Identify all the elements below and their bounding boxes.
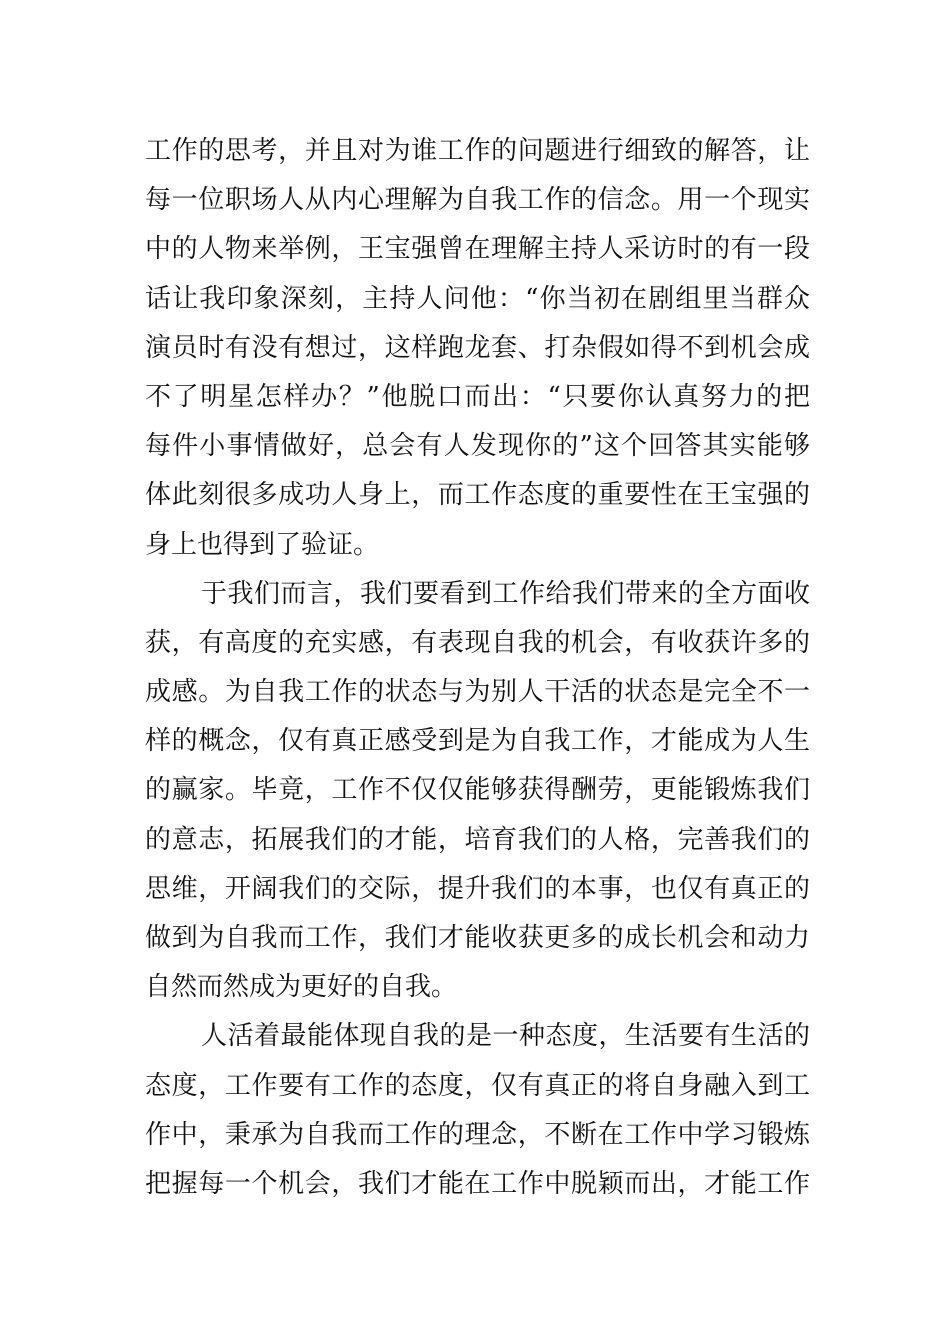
text-line: 把握每一个机会，我们才能在工作中脱颖而出，才能工作 <box>145 1168 810 1199</box>
text-line: 做到为自我而工作，我们才能收获更多的成长机会和动力 <box>145 923 810 953</box>
text-line: 不了明星怎样办？”他脱口而出：“只要你认真努力的把 <box>145 381 810 412</box>
text-line: 自然而然成为更好的自我。 <box>145 972 458 1003</box>
text-line: 中的人物来举例，王宝强曾在理解主持人采访时的有一段 <box>145 234 810 265</box>
text-line: 工作的思考，并且对为谁工作的问题进行细致的解答，让 <box>145 136 810 166</box>
text-line: 成感。为自我工作的状态与为别人干活的状态是完全不一 <box>145 677 810 708</box>
text-line: 演员时有没有想过，这样跑龙套、打杂假如得不到机会成 <box>145 332 810 363</box>
text-line: 体此刻很多成功人身上，而工作态度的重要性在王宝强的 <box>145 480 810 511</box>
text-line: 的意志，拓展我们的才能，培育我们的人格，完善我们的 <box>145 824 810 855</box>
text-line: 每件小事情做好，总会有人发现你的”这个回答其实能够 <box>145 431 810 462</box>
text-line: 人活着最能体现自我的是一种态度，生活要有生活的 <box>201 1021 810 1052</box>
text-line: 思维，开阔我们的交际，提升我们的本事，也仅有真正的 <box>145 873 810 904</box>
text-line: 的赢家。毕竟，工作不仅仅能够获得酬劳，更能锻炼我们 <box>145 775 810 806</box>
text-line: 每一位职场人从内心理解为自我工作的信念。用一个现实 <box>145 185 810 216</box>
text-line: 作中，秉承为自我而工作的理念，不断在工作中学习锻炼 <box>145 1119 810 1150</box>
text-line: 身上也得到了验证。 <box>145 529 380 560</box>
text-line: 样的概念，仅有真正感受到是为自我工作，才能成为人生 <box>145 726 810 757</box>
body-text <box>145 127 810 1209</box>
text-line: 话让我印象深刻，主持人问他：“你当初在剧组里当群众 <box>145 283 810 314</box>
text-line: 获，有高度的充实感，有表现自我的机会，有收获许多的 <box>145 627 810 658</box>
text-line: 态度，工作要有工作的态度，仅有真正的将自身融入到工 <box>145 1070 810 1101</box>
text-line: 于我们而言，我们要看到工作给我们带来的全方面收 <box>201 578 810 609</box>
